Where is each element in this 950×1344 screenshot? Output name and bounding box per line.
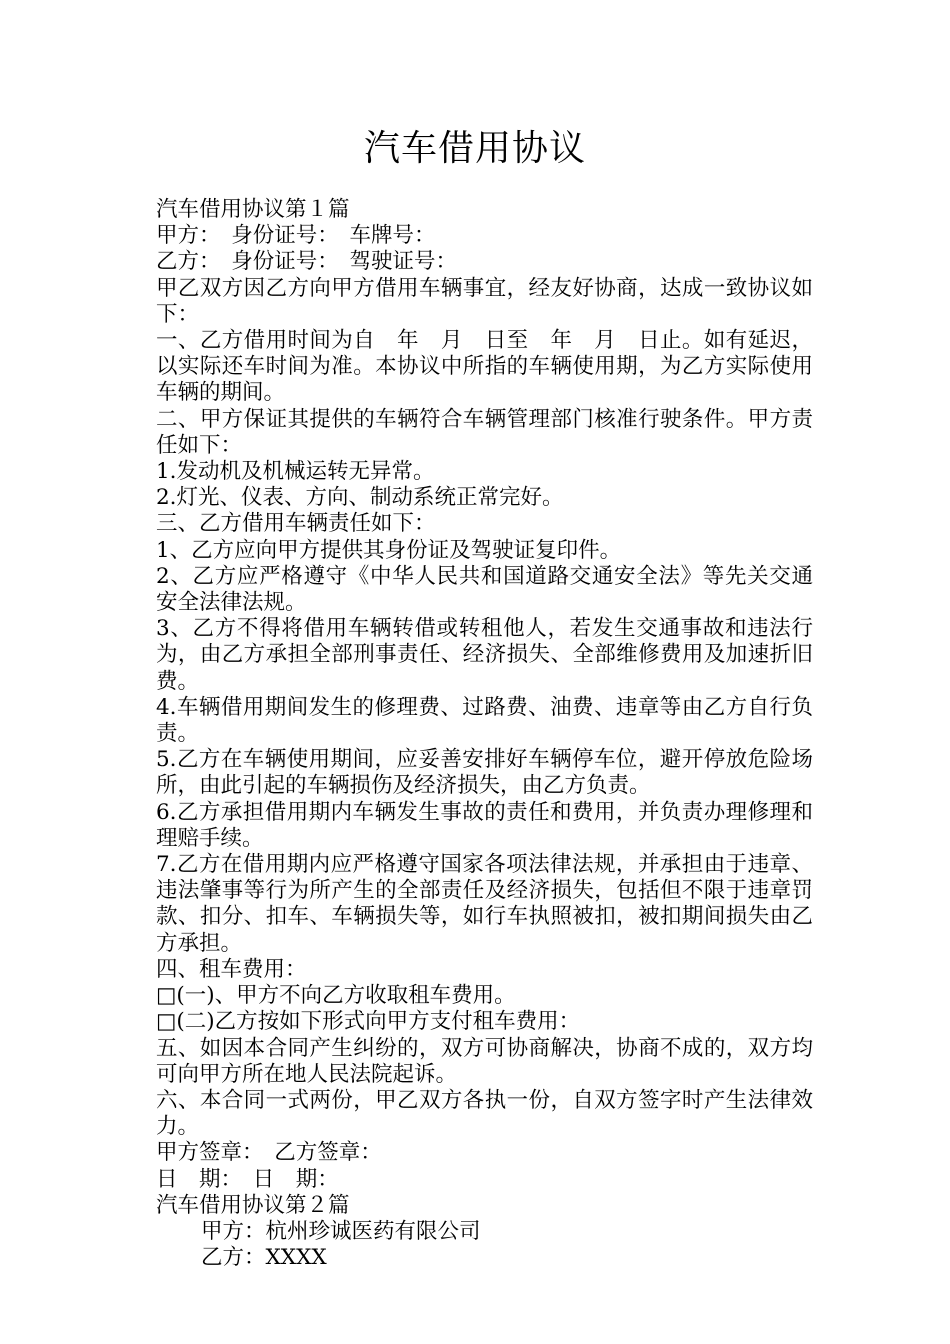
clause-3-item-7: 7.乙方在借用期内应严格遵守国家各项法律法规，并承担由于违章、违法肇事等行为所产生的全部责任及经济损失，包括但不限于违章罚款、扣分、扣车、车辆损失等，如行车执照被扣，被扣期间损失由乙方承担。 — [156, 852, 813, 956]
part2-party-a: 甲方：杭州珍诚医药有限公司 — [201, 1218, 481, 1244]
clause-6: 六、本合同一式两份，甲乙双方各执一份，自双方签字时产生法律效力。 — [156, 1087, 813, 1140]
clause-2: 二、甲方保证其提供的车辆符合车辆管理部门核准行驶条件。甲方责任如下： — [156, 406, 813, 458]
paragraph-intro: 甲乙双方因乙方向甲方借用车辆事宜，经友好协商，达成一致协议如下： — [156, 275, 813, 327]
clause-2-item-2: 2.灯光、仪表、方向、制动系统正常完好。 — [156, 485, 564, 511]
document-body — [145, 197, 813, 1271]
section-heading-part1: 汽车借用协议第１篇 — [156, 197, 350, 222]
clause-3-item-1: 1、乙方应向甲方提供其身份证及驾驶证复印件。 — [156, 537, 622, 563]
clause-3-item-4: 4.车辆借用期间发生的修理费、过路费、油费、违章等由乙方自行负责。 — [156, 694, 813, 747]
clause-3-item-3: 3、乙方不得将借用车辆转借或转租他人，若发生交通事故和违法行为，由乙方承担全部刑事责任、经济损失、全部维修费用及加速折旧费。 — [156, 616, 813, 694]
date-line: 日 期： 日 期： — [156, 1166, 339, 1192]
clause-3-item-5: 5.乙方在车辆使用期间，应妥善安排好车辆停车位，避开停放危险场所，由此引起的车辆损伤及经济损失，由乙方负责。 — [156, 747, 813, 799]
section-heading-part2: 汽车借用协议第２篇 — [156, 1192, 350, 1218]
clause-3: 三、乙方借用车辆责任如下： — [156, 511, 436, 537]
clause-4-option-1: □(一)、甲方不向乙方收取租车费用。 — [156, 983, 516, 1009]
clause-3-item-6: 6.乙方承担借用期内车辆发生事故的责任和费用，并负责办理修理和理赔手续。 — [156, 799, 813, 851]
clause-1: 一、乙方借用时间为自 年 月 日至 年 月 日止。如有延迟，以实际还车时间为准。本协议中所指的车辆使用期，为乙方实际使用车辆的期间。 — [156, 328, 813, 406]
part2-party-b: 乙方：XXXX — [201, 1245, 327, 1271]
party-a-line: 甲方： 身份证号： 车牌号： — [156, 223, 436, 249]
clause-4-option-2: □(二)乙方按如下形式向甲方支付租车费用： — [156, 1009, 581, 1035]
clause-2-item-1: 1.发动机及机械运转无异常。 — [156, 459, 435, 485]
document-title: 汽车借用协议 — [363, 128, 586, 169]
clause-3-item-2: 2、乙方应严格遵守《中华人民共和国道路交通安全法》等先关交通安全法律法规。 — [156, 563, 813, 616]
clause-5: 五、如因本合同产生纠纷的，双方可协商解决，协商不成的，双方均可向甲方所在地人民法院起诉。 — [156, 1035, 813, 1087]
signature-line: 甲方签章： 乙方签章： — [156, 1140, 382, 1166]
party-b-line: 乙方： 身份证号： 驾驶证号： — [156, 249, 458, 275]
clause-4: 四、租车费用： — [156, 956, 307, 982]
